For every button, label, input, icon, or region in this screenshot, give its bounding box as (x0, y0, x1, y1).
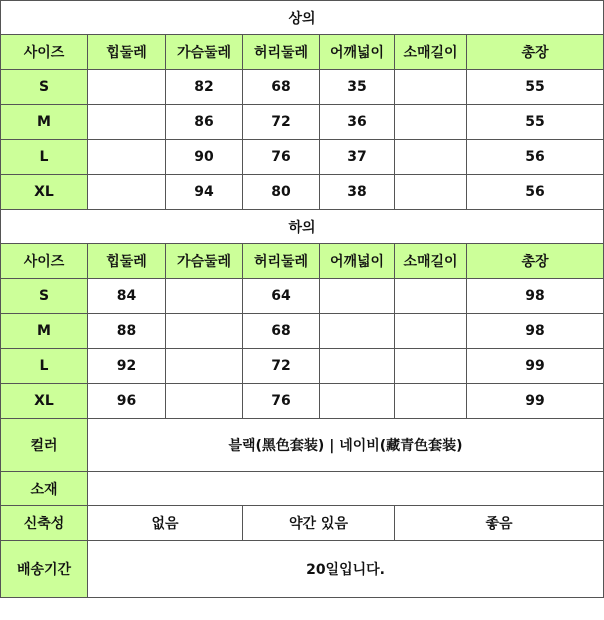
size-label: L (1, 140, 88, 175)
material-value (88, 472, 604, 506)
column-header: 힙둘레 (88, 244, 166, 279)
table-row (1, 384, 604, 419)
stretch-option-some: 약간 있음 (243, 506, 395, 541)
top-section-title: 상의 (1, 1, 604, 35)
size-label: S (1, 279, 88, 314)
measure-cell: 56 (467, 140, 604, 175)
measure-cell: 88 (88, 314, 166, 349)
table-row (1, 175, 604, 210)
column-header: 허리둘레 (243, 244, 320, 279)
measure-cell: 76 (243, 140, 320, 175)
measure-cell: 94 (166, 175, 243, 210)
measure-cell (166, 384, 243, 419)
measure-cell (395, 349, 467, 384)
measure-cell: 86 (166, 105, 243, 140)
shipping-label: 배송기간 (1, 541, 88, 598)
measure-cell (320, 349, 395, 384)
measure-cell (395, 279, 467, 314)
table-row (1, 349, 604, 384)
column-header: 소매길이 (395, 244, 467, 279)
color-value: 블랙(黑色套装) | 네이비(藏青色套装) (88, 419, 604, 472)
material-label: 소재 (1, 472, 88, 506)
measure-cell: 36 (320, 105, 395, 140)
column-header: 가슴둘레 (166, 35, 243, 70)
measure-cell: 76 (243, 384, 320, 419)
measure-cell (395, 314, 467, 349)
measure-cell (166, 279, 243, 314)
column-header: 소매길이 (395, 35, 467, 70)
bottom-section-title: 하의 (1, 210, 604, 244)
table-row (1, 314, 604, 349)
top-section-title-row (1, 1, 604, 35)
measure-cell (166, 314, 243, 349)
bottom-section-title-row (1, 210, 604, 244)
shipping-value: 20일입니다. (88, 541, 604, 598)
measure-cell: 72 (243, 349, 320, 384)
measure-cell: 99 (467, 349, 604, 384)
measure-cell: 84 (88, 279, 166, 314)
measure-cell (320, 314, 395, 349)
stretch-label: 신축성 (1, 506, 88, 541)
shipping-row (1, 541, 604, 598)
size-label: XL (1, 175, 88, 210)
size-label: M (1, 105, 88, 140)
size-label: M (1, 314, 88, 349)
table-row (1, 70, 604, 105)
color-row (1, 419, 604, 472)
measure-cell (88, 70, 166, 105)
measure-cell: 98 (467, 314, 604, 349)
measure-cell: 35 (320, 70, 395, 105)
measure-cell (88, 140, 166, 175)
measure-cell (88, 105, 166, 140)
measure-cell: 98 (467, 279, 604, 314)
column-header: 힙둘레 (88, 35, 166, 70)
measure-cell (395, 70, 467, 105)
column-header: 어깨넓이 (320, 244, 395, 279)
column-header: 허리둘레 (243, 35, 320, 70)
measure-cell (395, 175, 467, 210)
measure-cell: 68 (243, 314, 320, 349)
measure-cell (320, 279, 395, 314)
measure-cell: 99 (467, 384, 604, 419)
column-header: 가슴둘레 (166, 244, 243, 279)
measure-cell: 82 (166, 70, 243, 105)
column-header: 사이즈 (1, 35, 88, 70)
stretch-option-none: 없음 (88, 506, 243, 541)
measure-cell: 72 (243, 105, 320, 140)
color-label: 컬러 (1, 419, 88, 472)
measure-cell: 37 (320, 140, 395, 175)
stretch-option-good: 좋음 (395, 506, 604, 541)
size-label: L (1, 349, 88, 384)
size-label: S (1, 70, 88, 105)
measure-cell (395, 384, 467, 419)
material-row (1, 472, 604, 506)
column-header: 총장 (467, 244, 604, 279)
measure-cell: 80 (243, 175, 320, 210)
measure-cell: 92 (88, 349, 166, 384)
measure-cell: 64 (243, 279, 320, 314)
measure-cell: 55 (467, 70, 604, 105)
measure-cell: 68 (243, 70, 320, 105)
measure-cell: 38 (320, 175, 395, 210)
stretch-row (1, 506, 604, 541)
measure-cell (88, 175, 166, 210)
column-header: 총장 (467, 35, 604, 70)
measure-cell (320, 384, 395, 419)
bottom-header-row (1, 244, 604, 279)
measure-cell (395, 140, 467, 175)
measure-cell: 90 (166, 140, 243, 175)
measure-cell (166, 349, 243, 384)
column-header: 사이즈 (1, 244, 88, 279)
table-row (1, 279, 604, 314)
table-row (1, 105, 604, 140)
table-row (1, 140, 604, 175)
measure-cell: 56 (467, 175, 604, 210)
top-header-row (1, 35, 604, 70)
measure-cell: 96 (88, 384, 166, 419)
measure-cell: 55 (467, 105, 604, 140)
size-label: XL (1, 384, 88, 419)
measure-cell (395, 105, 467, 140)
column-header: 어깨넓이 (320, 35, 395, 70)
